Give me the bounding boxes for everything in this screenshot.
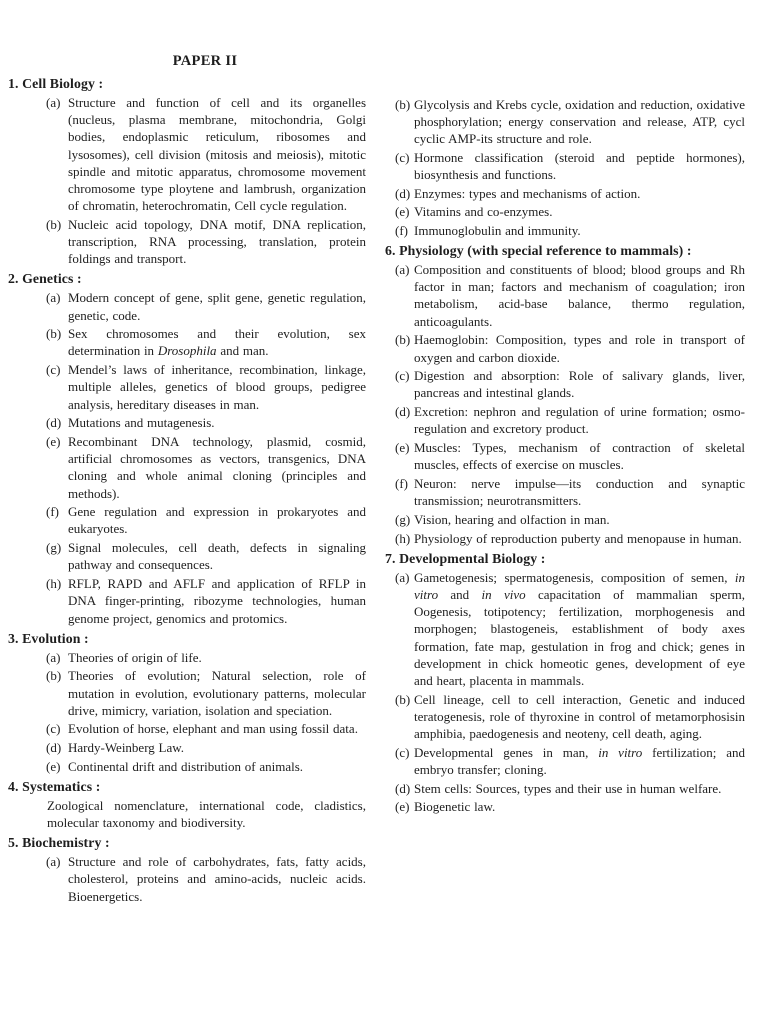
item-text <box>414 569 745 689</box>
item-label: (f) <box>46 504 59 520</box>
item-label: (a) <box>46 649 61 665</box>
text-run: Signal molecules, cell death, defects in signaling pathway and consequences. <box>68 540 366 573</box>
syllabus-item <box>385 222 745 239</box>
item-text <box>414 691 745 743</box>
item-label: (e) <box>395 440 410 456</box>
item-text <box>68 649 366 666</box>
text-run: Haemoglobin: Composition, types and role in transport of oxygen and carbon dioxide. <box>414 332 745 365</box>
text-run: Hormone classification (steroid and peptide hormones), biosynthesis and functions. <box>414 149 745 182</box>
section-heading: 2. Genetics : <box>8 271 82 287</box>
item-label: (d) <box>46 740 62 756</box>
item-label: (e) <box>395 799 410 815</box>
text-run: Digestion and absorption: Role of salivary glands, liver, pancreas and intestinal glands. <box>414 368 745 401</box>
syllabus-item <box>8 853 366 905</box>
item-text <box>414 744 745 778</box>
syllabus-item <box>385 530 745 547</box>
item-text <box>414 530 745 547</box>
text-run: Evolution of horse, elephant and man using fossil data. <box>68 721 358 737</box>
item-text <box>414 780 745 797</box>
text-run: Enzymes: types and mechanisms of action. <box>414 185 641 201</box>
syllabus-item <box>385 511 745 528</box>
text-run: RFLP, RAPD and AFLF and application of RFLP in DNA finger-printing, ribozyme technologies, human genome project, genomics and protomics. <box>68 576 366 626</box>
syllabus-item <box>8 539 366 573</box>
text-run: Nucleic acid topology, DNA motif, DNA replication, transcription, RNA processing, translation, protein foldings and transport. <box>68 216 366 267</box>
item-text <box>68 667 366 719</box>
item-text <box>68 289 366 323</box>
text-run: Sex chromosomes and their evolution, sex determination in <box>68 326 366 359</box>
item-label: (c) <box>46 362 61 378</box>
text-run: Mutations and mutagenesis. <box>68 415 215 431</box>
page-title: PAPER II <box>172 53 238 69</box>
item-label: (e) <box>395 204 410 220</box>
syllabus-item <box>385 367 745 401</box>
text-run: Continental drift and distribution of animals. <box>68 758 304 774</box>
text-run: Glycolysis and Krebs cycle, oxidation and reduction, oxidative phosphorylation; energy conservation and release, ATP, cycl cyclic AMP-its structure and role. <box>414 96 745 146</box>
item-label: (g) <box>395 511 411 527</box>
item-label: (e) <box>46 758 61 774</box>
italic-text-run: in vitro <box>598 744 643 760</box>
item-label: (f) <box>395 222 408 238</box>
item-label: (d) <box>46 415 62 431</box>
syllabus-item <box>8 325 366 359</box>
item-text <box>414 331 745 365</box>
text-run: Structure and function of cell and its organelles (nucleus, plasma membrane, mitochondria, Golgi bodies, endoplasmic reticulum, ribosomes and lysosomes), cell division (mitosis and meiosis), mitotic spindle and mitotic apparatus, chromosome movement chromosome type ploytene and lambrush, organization of chromatin, heterochromatin, Cell cycle regulation. <box>68 94 366 214</box>
syllabus-item <box>8 649 366 666</box>
item-text <box>414 367 745 401</box>
section-heading: 7. Developmental Biology : <box>385 550 546 566</box>
item-text <box>414 222 745 239</box>
text-run: capacitation of mammalian sperm, Oogenesis, totipotency; fertilization, morphogenesis and morphogen; blastogeneis, establishment of body axes formation, fate map, gestulation in frog and chick; genes in development in chick homeotic genes, development of eye and heart, placenta in mammals. <box>414 586 746 688</box>
syllabus-item <box>385 261 745 330</box>
syllabus-item <box>8 667 366 719</box>
text-run: Modern concept of gene, split gene, genetic regulation, genetic, code. <box>68 290 366 323</box>
section-heading: 6. Physiology (with special reference to mammals) : <box>385 243 692 259</box>
item-label: (b) <box>395 691 411 707</box>
text-run: Vision, hearing and olfaction in man. <box>414 511 610 527</box>
item-text <box>414 96 745 148</box>
text-run: and <box>438 586 482 602</box>
item-label: (c) <box>395 744 410 760</box>
syllabus-item <box>385 798 745 815</box>
item-label: (b) <box>395 332 411 348</box>
item-label: (h) <box>395 530 411 546</box>
text-run: Excretion: nephron and regulation of urine formation; osmo-regulation and excretory product. <box>414 404 745 437</box>
item-text <box>414 185 745 202</box>
syllabus-item <box>8 503 366 537</box>
section-heading: 3. Evolution : <box>8 630 89 646</box>
item-text <box>68 414 366 431</box>
text-run: Gene regulation and expression in prokaryotes and eukaryotes. <box>68 504 366 537</box>
text-run: Zoological nomenclature, international code, cladistics, molecular taxonomy and biodiversity. <box>47 797 366 831</box>
section-heading: 4. Systematics : <box>8 779 101 795</box>
item-label: (a) <box>46 94 61 110</box>
syllabus-item <box>8 289 366 323</box>
item-text <box>68 325 366 359</box>
syllabus-item <box>385 780 745 797</box>
item-label: (d) <box>395 185 411 201</box>
item-text <box>68 575 366 627</box>
italic-text-run: in vitro <box>414 569 745 602</box>
text-run: Cell lineage, cell to cell interaction, Genetic and induced teratogenesis, role of thyroxine in control of metamorphosisin amphibia, paedogenesis and neoteny, cell death, aging. <box>414 691 745 742</box>
text-run: Recombinant DNA technology, plasmid, cosmid, artificial chromosomes as vectors, transgenics, DNA cloning and whole animal cloning (principles and methods). <box>68 433 366 501</box>
syllabus-item <box>8 575 366 627</box>
syllabus-item <box>8 758 366 775</box>
item-label: (d) <box>395 780 411 796</box>
item-text <box>68 853 366 905</box>
item-label: (b) <box>46 326 62 342</box>
right-column <box>385 94 745 817</box>
item-text <box>414 203 745 220</box>
syllabus-item <box>385 475 745 509</box>
text-run: Stem cells: Sources, types and their use in human welfare. <box>414 780 722 796</box>
text-run: Composition and constituents of blood; blood groups and Rh factor in man; factors and mechanism of coagulation; iron metabolism, acid-base balance, thermo regulation, anticoagulants. <box>414 262 745 329</box>
syllabus-item <box>385 149 745 183</box>
syllabus-item <box>385 744 745 778</box>
text-run: Immunoglobulin and immunity. <box>414 222 581 238</box>
text-run: Gametogenesis; spermatogenesis, composition of semen, <box>414 569 735 585</box>
syllabus-item <box>8 720 366 737</box>
syllabus-item <box>8 216 366 268</box>
section-paragraph <box>47 797 366 831</box>
text-run: Hardy-Weinberg Law. <box>68 740 185 756</box>
text-run: Theories of evolution; Natural selection, role of mutation in evolution, evolutionary patterns, molecular drive, mimicry, variation, isolation and speciation. <box>68 668 366 718</box>
item-label: (g) <box>46 540 62 556</box>
item-label: (a) <box>46 290 61 306</box>
text-run: Physiology of reproduction puberty and menopause in human. <box>414 530 742 546</box>
syllabus-item <box>385 569 745 689</box>
left-column <box>8 52 366 906</box>
italic-text-run: in vivo <box>481 586 526 602</box>
syllabus-item <box>8 739 366 756</box>
item-label: (a) <box>46 854 61 870</box>
text-run: and man. <box>216 343 269 359</box>
item-text <box>414 475 745 509</box>
syllabus-item <box>385 331 745 365</box>
item-label: (a) <box>395 262 410 278</box>
item-label: (b) <box>46 216 62 232</box>
item-text <box>414 439 745 473</box>
syllabus-item <box>385 96 745 148</box>
item-label: (b) <box>395 96 411 112</box>
text-run: Neuron: nerve impulse—its conduction and synaptic transmission; neurotransmitters. <box>414 475 745 509</box>
item-text <box>414 149 745 183</box>
text-run: Developmental genes in man, <box>414 744 599 760</box>
item-label: (e) <box>46 433 61 449</box>
text-run: fertilization; and embryo transfer; cloning. <box>414 744 745 777</box>
item-text <box>68 720 366 737</box>
item-text <box>414 261 745 330</box>
text-run: Mendel’s laws of inheritance, recombination, linkage, multiple alleles, genetics of blood groups, pedigree analysis, hereditary diseases in man. <box>68 362 366 412</box>
item-label: (c) <box>395 368 410 384</box>
italic-text-run: Drosophila <box>157 343 217 359</box>
item-label: (d) <box>395 404 411 420</box>
item-text <box>68 216 366 268</box>
item-text <box>68 361 366 413</box>
item-text <box>68 758 366 775</box>
section-heading: 1. Cell Biology : <box>8 76 104 91</box>
syllabus-item <box>8 94 366 214</box>
text-run: Biogenetic law. <box>414 799 496 815</box>
text-run: Muscles: Types, mechanism of contraction of skeletal muscles, effects of exercise on muscles. <box>414 440 745 473</box>
item-label: (a) <box>395 569 410 585</box>
syllabus-item <box>385 185 745 202</box>
item-text <box>68 503 366 537</box>
text-run: Structure and role of carbohydrates, fats, fatty acids, cholesterol, proteins and amino-acids, nucleic acids. Bioenergetics. <box>68 854 366 904</box>
syllabus-item <box>8 433 366 502</box>
item-text <box>68 433 366 502</box>
text-run: Theories of origin of life. <box>68 649 202 665</box>
item-label: (c) <box>395 149 410 165</box>
syllabus-item <box>385 403 745 437</box>
section-heading: 5. Biochemistry : <box>8 835 110 851</box>
syllabus-item <box>8 361 366 413</box>
item-label: (c) <box>46 721 61 737</box>
item-text <box>68 739 366 756</box>
item-text <box>414 403 745 437</box>
item-text <box>414 511 745 528</box>
syllabus-item <box>385 203 745 220</box>
item-text <box>68 539 366 573</box>
syllabus-item <box>385 439 745 473</box>
item-label: (b) <box>46 668 62 684</box>
syllabus-item <box>385 691 745 743</box>
text-run: Vitamins and co-enzymes. <box>414 204 553 220</box>
item-label: (f) <box>395 475 408 491</box>
item-label: (h) <box>46 576 62 592</box>
item-text <box>414 798 745 815</box>
item-text <box>68 94 366 214</box>
syllabus-item <box>8 414 366 431</box>
